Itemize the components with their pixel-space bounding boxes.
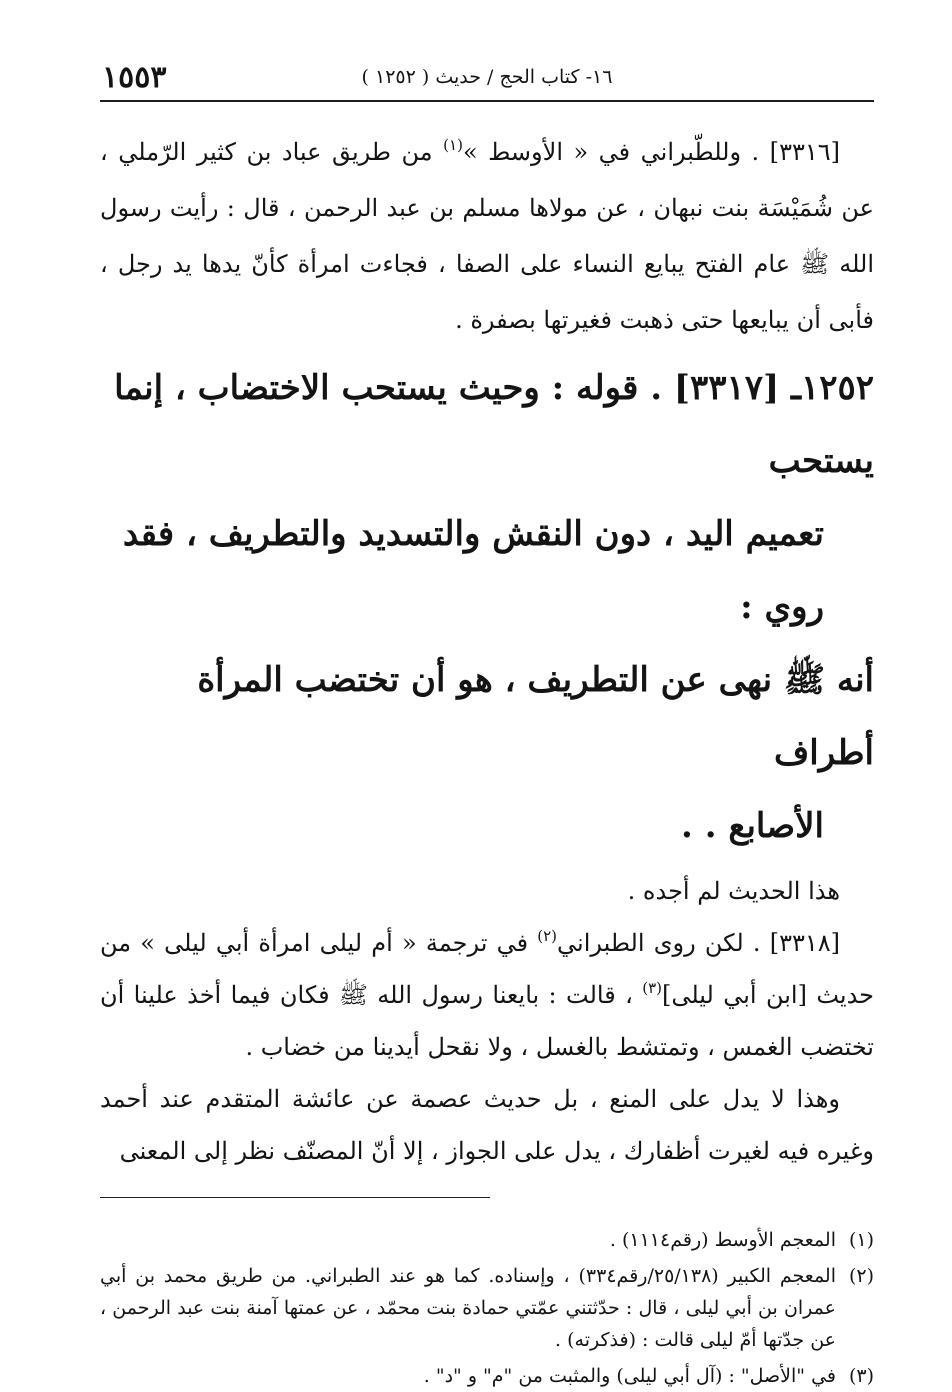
book-page xyxy=(100,60,874,1387)
heading-line-2: تعميم اليد ، دون النقش والتسديد والتطريف ، فقد روي : xyxy=(122,514,824,627)
paragraph-3316-text: [٣٣١٦] . وللطّبراني في « الأوسط » xyxy=(462,138,840,166)
paragraph-not-found: هذا الحديث لم أجده . xyxy=(627,877,840,905)
page-header xyxy=(100,60,874,102)
footnote-text: المعجم الأوسط (رقم١١١٤) . xyxy=(609,1229,836,1251)
paragraph-3318-b: في ترجمة « أم ليلى امرأة أبي ليلى » من حديث [ابن أبي ليلى] xyxy=(100,929,874,1009)
footnotes xyxy=(100,1224,874,1392)
footnote-ref-1: (١) xyxy=(443,136,463,154)
footnote-ref-3: (٣) xyxy=(642,979,662,997)
heading-line-1: ١٢٥٢ـ [٣٣١٧] . قوله : وحيث يستحب الاختضاب ، إنما يستحب xyxy=(114,368,874,481)
running-title: ١٦- كتاب الحج / حديث ( ١٢٥٢ ) xyxy=(361,66,613,88)
heading-line-3: أنه ﷺ نهى عن التطريف ، هو أن تختضب المرأة أطراف xyxy=(197,660,874,773)
footnote-text: المعجم الكبير (٢٥/١٣٨/رقم٣٣٤) ، وإسناده. كما هو عند الطبراني. من طريق محمد بن أبي عمران بن أبي ليلى ، قال : حدّثتني عمّتي حمادة بنت محمّد ، عن عمتها آمنة بنت عبد الرحمن ، عن جدّتها أمّ ليلى قالت : (فذكرته) . xyxy=(100,1265,836,1351)
paragraph-3316-rest: من طريق عباد بن كثير الرّملي ، عن شُمَيْسَة بنت نبهان ، عن مولاها مسلم بن عبد الرحمن ، قال : رأيت رسول الله ﷺ عام الفتح يبايع النساء على الصفا ، فجاءت امرأة كأنّ يدها يد رجل ، فأبى أن يبايعها حتى ذهبت فغيرتها بصفرة . xyxy=(100,138,874,334)
commentary-text xyxy=(100,865,874,1177)
footnote-number: (١) xyxy=(848,1229,874,1251)
main-text xyxy=(100,124,874,348)
footnote-number: (٢) xyxy=(848,1265,874,1287)
paragraph-3318-a: [٣٣١٨] . لكن روى الطبراني xyxy=(557,929,840,957)
paragraph-3318 xyxy=(100,917,874,1073)
footnote-ref-2: (٢) xyxy=(537,927,558,945)
paragraph-conclusion: وهذا لا يدل على المنع ، بل حديث عصمة عن عائشة المتقدم عند أحمد وغيره فيه لغيرت أظفارك ، يدل على الجواز ، إلا أنّ المصنّف نظر إلى المعنى xyxy=(100,1085,874,1165)
page-number: ١٥٥٣ xyxy=(102,60,167,95)
heading-line-4: الأصابع . . xyxy=(681,806,824,846)
footnote-1 xyxy=(100,1224,874,1256)
paragraph-3318-c: ، قالت : بايعنا رسول الله ﷺ فكان فيما أخذ علينا أن تختضب الغمس ، وتمتشط بالغسل ، ولا نقحل أيدينا من خضاب . xyxy=(100,981,874,1061)
paragraph-3316 xyxy=(100,124,874,348)
hadith-heading xyxy=(100,352,874,863)
footnote-separator xyxy=(100,1197,490,1198)
footnote-3 xyxy=(100,1360,874,1392)
footnote-number: (٣) xyxy=(848,1365,874,1387)
footnote-text: في "الأصل" : (آل أبي ليلى) والمثبت من "م" و "د" . xyxy=(423,1365,836,1387)
footnote-2 xyxy=(100,1260,874,1356)
